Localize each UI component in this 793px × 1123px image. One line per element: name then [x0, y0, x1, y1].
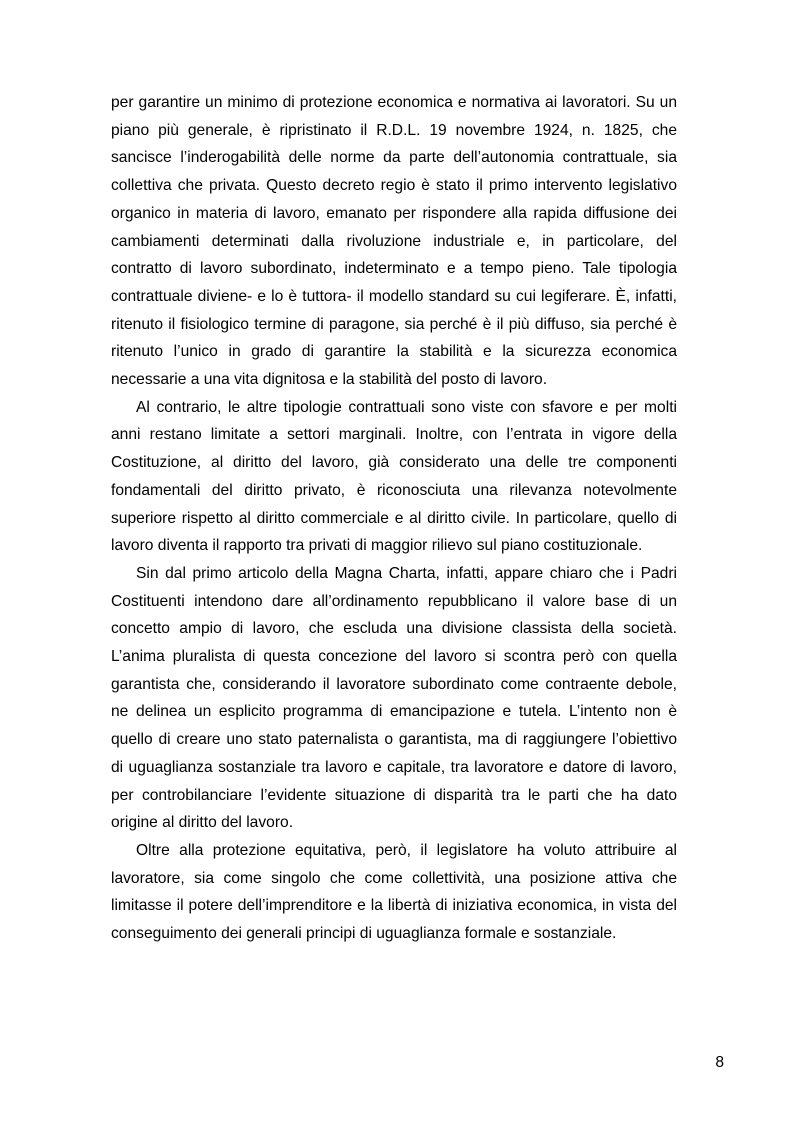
paragraph-3: Sin dal primo articolo della Magna Charta, infatti, appare chiaro che i Padri Costituenti intendono dare all’ordinamento repubblicano il valore base di un concetto ampio di lavoro, che escluda una divisione classista della società. L’anima pluralista di questa concezione del lavoro si scontra però con quella garantista che, considerando il lavoratore subordinato come contraente debole, ne delinea un esplicito programma di emancipazione e tutela. L’intento non è quello di creare uno stato paternalista o garantista, ma di raggiungere l’obiettivo di uguaglianza sostanziale tra lavoro e capitale, tra lavoratore e datore di lavoro, per controbilanciare l’evidente situazione di disparità tra le parti che ha dato origine al diritto del lavoro.: [111, 564, 677, 832]
page-number: 8: [715, 1054, 724, 1071]
body-text: [111, 89, 677, 948]
paragraph-2: Al contrario, le altre tipologie contrattuali sono viste con sfavore e per molti anni restano limitate a settori marginali. Inoltre, con l’entrata in vigore della Costituzione, al diritto del lavoro, già considerato una delle tre componenti fondamentali del diritto privato, è riconosciuta una rilevanza notevolmente superiore rispetto al diritto commerciale e al diritto civile. In particolare, quello di lavoro diventa il rapporto tra privati di maggior rilievo sul piano costituzionale.: [111, 398, 677, 555]
paragraph-4: Oltre alla protezione equitativa, però, il legislatore ha voluto attribuire al lavoratore, sia come singolo che come collettività, una posizione attiva che limitasse il potere dell’imprenditore e la libertà di iniziativa economica, in vista del conseguimento dei generali principi di uguaglianza formale e sostanziale.: [111, 841, 677, 943]
paragraph-1: per garantire un minimo di protezione economica e normativa ai lavoratori. Su un piano più generale, è ripristinato il R.D.L. 19 novembre 1924, n. 1825, che sancisce l’inderogabilità delle norme da parte dell’autonomia contrattuale, sia collettiva che privata. Questo decreto regio è stato il primo intervento legislativo organico in materia di lavoro, emanato per rispondere alla rapida diffusione dei cambiamenti determinati dalla rivoluzione industriale e, in particolare, del contratto di lavoro subordinato, indeterminato e a tempo pieno. Tale tipologia contrattuale diviene- e lo è tuttora- il modello standard su cui legiferare. È, infatti, ritenuto il fisiologico termine di paragone, sia perché è il più diffuso, sia perché è ritenuto l’unico in grado di garantire la stabilità e la sicurezza economica necessarie a una vita dignitosa e la stabilità del posto di lavoro.: [111, 94, 677, 389]
